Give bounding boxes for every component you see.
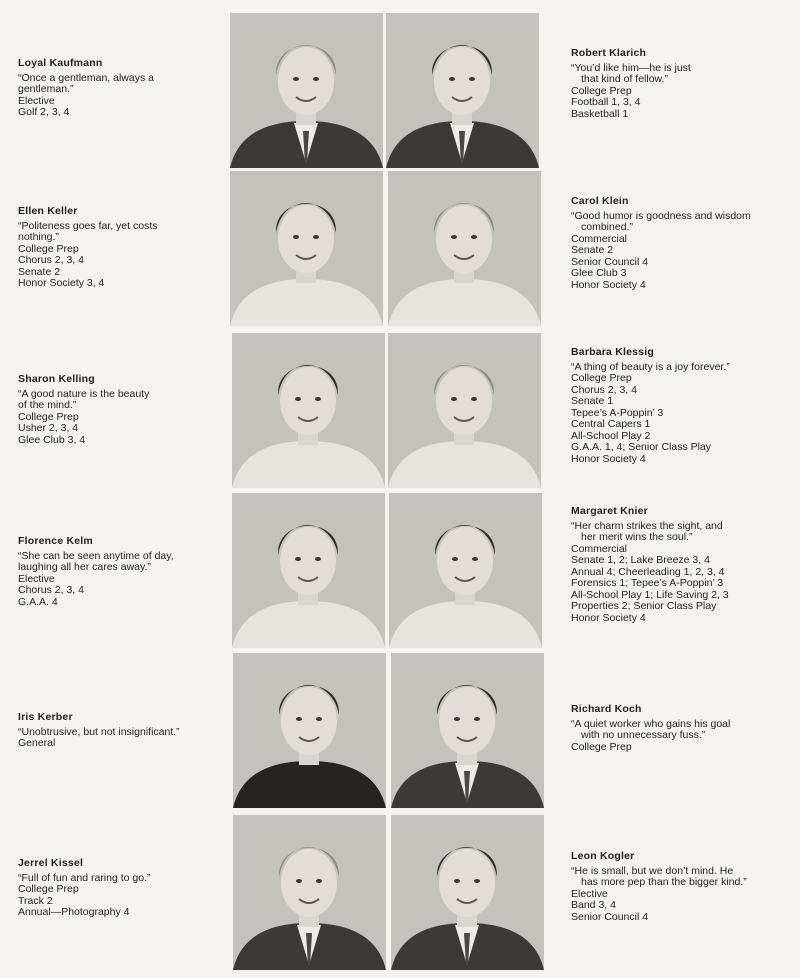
activity: Usher 2, 3, 4	[18, 422, 79, 434]
portrait-photo	[230, 13, 383, 168]
quote-line: of the mind.”	[18, 399, 77, 411]
portrait-photo	[233, 653, 386, 808]
activity: Annual 4; Cheerleading 1, 2, 3, 4	[571, 565, 725, 578]
activity: Football 1, 3, 4	[571, 96, 641, 108]
entry-ellen-keller	[18, 206, 233, 290]
activity: College Prep	[18, 242, 79, 255]
activity: Senate 1	[571, 395, 614, 407]
activity: College Prep	[18, 883, 79, 895]
activity: Commercial	[571, 542, 628, 555]
portrait-photo	[388, 171, 541, 326]
activity: Forensics 1; Tepee’s A-Poppin’ 3	[571, 577, 724, 589]
entry-loyal-kaufmann	[18, 58, 233, 119]
entry-robert-klarich	[571, 48, 791, 120]
entry-iris-kerber	[18, 712, 233, 750]
portrait-photo	[391, 653, 544, 808]
quote-line: “He is small, but we don’t mind. He	[571, 864, 734, 877]
activity: Honor Society 4	[571, 452, 646, 465]
quote-line: “A thing of beauty is a joy forever.”	[571, 360, 730, 373]
portrait-photo	[386, 13, 539, 168]
quote-line: with no unnecessary fuss.”	[581, 729, 706, 741]
entry-sharon-kelling	[18, 374, 233, 446]
activity: G.A.A. 1, 4; Senior Class Play	[571, 441, 712, 453]
activity: Senate 2	[18, 265, 61, 278]
activity: Chorus 2, 3, 4	[18, 584, 84, 596]
quote-line: “Once a gentleman, always a	[18, 71, 154, 84]
activity: Chorus 2, 3, 4	[571, 383, 637, 396]
quote-line: nothing.”	[18, 231, 59, 243]
activity: All-School Play 1; Life Saving 2, 3	[571, 588, 729, 601]
activity: Senate 2	[571, 244, 614, 256]
quote-line: “Unobtrusive, but not insignificant.”	[18, 725, 180, 738]
student-name: Jerrel Kissel	[18, 857, 84, 869]
portrait-photo	[230, 171, 383, 326]
activity: Glee Club 3	[571, 267, 627, 279]
entry-jerrel-kissel	[18, 858, 233, 919]
portrait-photo	[232, 333, 385, 488]
entry-carol-klein	[571, 196, 791, 291]
portrait-photo	[233, 815, 386, 970]
activity: Properties 2; Senior Class Play	[571, 600, 717, 612]
activity: Honor Society 4	[571, 278, 646, 291]
activity: College Prep	[571, 740, 632, 753]
quote-line: “You’d like him—he is just	[571, 61, 691, 74]
quote-line: that kind of fellow.”	[581, 73, 668, 85]
quote-line: “She can be seen anytime of day,	[18, 549, 174, 562]
activity: Senior Council 4	[571, 255, 649, 268]
activity: Senior Council 4	[571, 910, 649, 923]
student-name: Barbara Klessig	[571, 346, 654, 358]
entry-richard-koch	[571, 704, 791, 753]
student-name: Richard Koch	[571, 703, 642, 715]
student-name: Margaret Knier	[571, 505, 648, 517]
activity: Honor Society 4	[571, 611, 646, 624]
quote-line: “Good humor is goodness and wisdom	[571, 209, 751, 222]
activity: College Prep	[18, 410, 79, 423]
activity: College Prep	[571, 372, 632, 384]
student-name: Loyal Kaufmann	[18, 57, 103, 69]
student-name: Robert Klarich	[571, 47, 647, 59]
portrait-photo	[391, 815, 544, 970]
quote-line: laughing all her cares away.”	[18, 561, 151, 573]
student-name: Ellen Keller	[18, 205, 78, 217]
activity: Annual—Photography 4	[18, 906, 130, 918]
portrait-photo	[232, 493, 385, 648]
activity: Band 3, 4	[571, 899, 616, 911]
activity: Elective	[18, 94, 55, 107]
activity: G.A.A. 4	[18, 595, 58, 608]
quote-line: “A quiet worker who gains his goal	[571, 717, 731, 730]
quote-line: “Politeness goes far, yet costs	[18, 219, 158, 232]
entry-barbara-klessig	[571, 347, 791, 465]
quote-line: combined.”	[581, 221, 633, 233]
entry-florence-kelm	[18, 536, 233, 608]
activity: Basketball 1	[571, 107, 629, 120]
activity: Elective	[18, 572, 55, 585]
activity: Golf 2, 3, 4	[18, 106, 70, 118]
quote-line: “Her charm strikes the sight, and	[571, 519, 723, 532]
quote-line: gentleman.”	[18, 83, 74, 95]
activity: Track 2	[18, 894, 53, 907]
activity: Central Capers 1	[571, 418, 651, 430]
activity: College Prep	[571, 84, 632, 97]
quote-line: has more pep than the bigger kind.”	[581, 876, 747, 888]
student-name: Florence Kelm	[18, 535, 93, 547]
student-name: Iris Kerber	[18, 711, 73, 723]
student-name: Sharon Kelling	[18, 373, 95, 385]
activity: Commercial	[571, 232, 628, 245]
activity: All-School Play 2	[571, 429, 651, 442]
activity: Chorus 2, 3, 4	[18, 254, 84, 266]
entry-margaret-knier	[571, 506, 791, 624]
quote-line: “A good nature is the beauty	[18, 387, 150, 400]
quote-line: “Full of fun and raring to go.”	[18, 871, 151, 884]
student-name: Carol Klein	[571, 195, 629, 207]
activity: General	[18, 737, 56, 749]
activity: Elective	[571, 887, 608, 900]
student-name: Leon Kogler	[571, 850, 635, 862]
quote-line: her merit wins the soul.”	[581, 531, 693, 543]
activity: Glee Club 3, 4	[18, 433, 86, 446]
portrait-photo	[389, 493, 542, 648]
entry-leon-kogler	[571, 851, 791, 923]
activity: Honor Society 3, 4	[18, 277, 105, 289]
activity: Tepee’s A-Poppin’ 3	[571, 406, 664, 419]
portrait-photo	[388, 333, 541, 488]
activity: Senate 1, 2; Lake Breeze 3, 4	[571, 554, 710, 566]
